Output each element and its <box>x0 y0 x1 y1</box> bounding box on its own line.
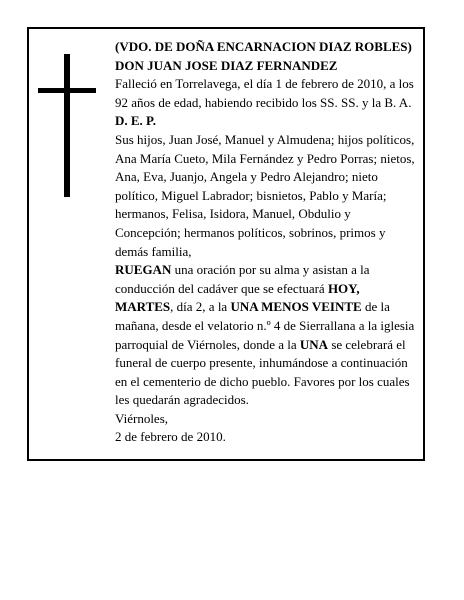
obituary-text <box>115 38 415 447</box>
cross-vertical-bar <box>64 54 70 197</box>
procession-time: UNA MENOS VEINTE <box>230 299 362 315</box>
funeral-time: UNA <box>299 336 329 352</box>
death-statement: Falleció en Torrelavega, el día 1 de febrero de 2010, a los 92 años de edad, habiendo recibido los SS. SS. y la B. A. <box>115 76 414 110</box>
date-line: 2 de febrero de 2010. <box>115 429 226 445</box>
place-line: Viérnoles, <box>115 410 169 426</box>
family-list: Sus hijos, Juan José, Manuel y Almudena; hijos políticos, Ana María Cueto, Mila Fernández y Pedro Porras; nietos, Ana, Eva, Juanjo, Angela y Pedro Alejandro; nieto político, Miguel Labrador; bisnietos, Pablo y María; hermanos, Felisa, Isidora, Manuel, Obdulio y Concepción; hermanos políticos, sobrinos, primos y demás familia, <box>115 131 415 259</box>
request-text-3: de la mañana, desde el velatorio n.º 4 de Sierrallana a la iglesia parroquial de Viérnoles, donde a la <box>115 299 415 352</box>
funeral-request <box>115 261 415 410</box>
funeral-day: HOY, MARTES <box>115 280 360 315</box>
dep-line: D. E. P. <box>115 113 157 129</box>
cross-horizontal-bar <box>38 88 96 93</box>
latin-cross-icon <box>38 54 96 197</box>
widow-of-line: (VDO. DE DOÑA ENCARNACION DIAZ ROBLES) <box>115 39 412 54</box>
deceased-name: DON JUAN JOSE DIAZ FERNANDEZ <box>115 57 338 73</box>
ruegan-word: RUEGAN <box>115 262 172 278</box>
request-text-1: una oración por su alma y asistan a la conducción del cadáver que se efectuará <box>115 262 370 296</box>
request-text-4: se celebrará el funeral de cuerpo presente, inhumándose a continuación en el cementerio de dicho pueblo. Favores por los cuales les quedarán agradecidos. <box>115 336 410 408</box>
request-text-2: , día 2, a la <box>170 299 231 315</box>
